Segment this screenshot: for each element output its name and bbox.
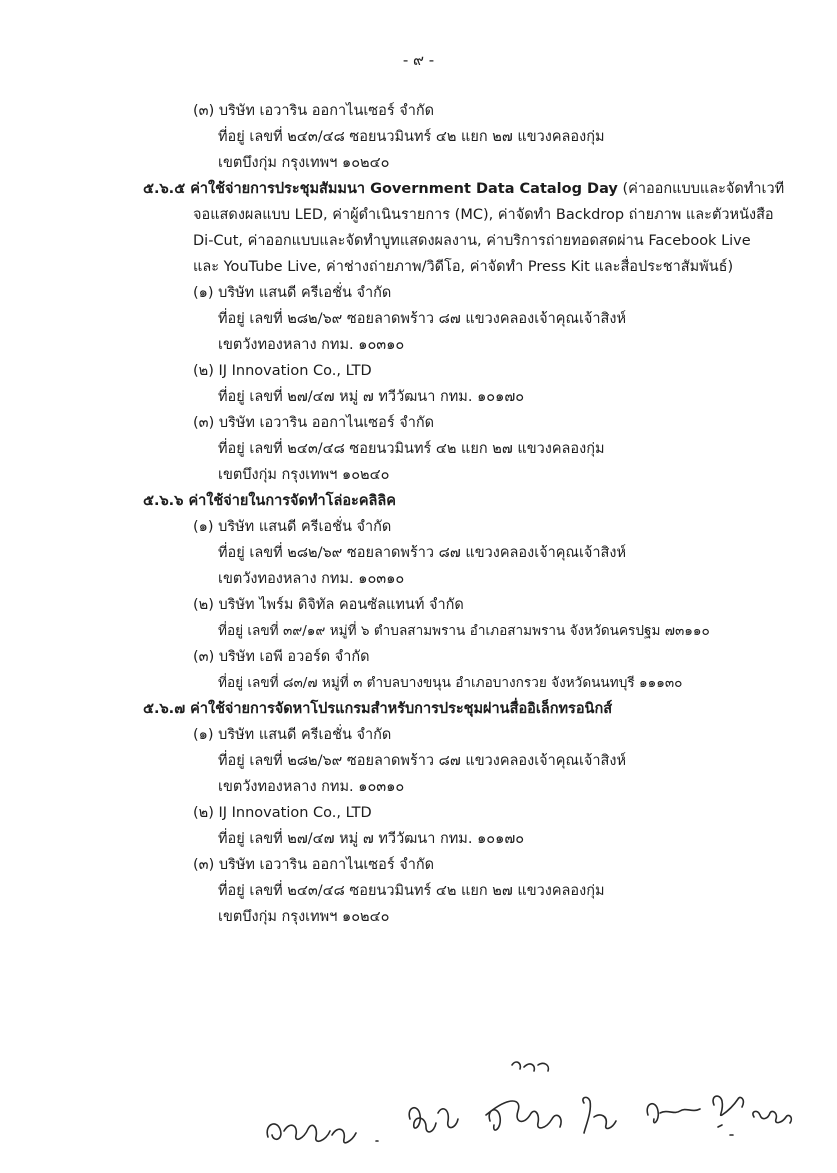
section-heading-detail: (ค่าออกแบบและจัดทำเวที — [617, 181, 785, 197]
signature-member-2 — [486, 1101, 561, 1130]
company-line: (๓) บริษัท เอวาริน ออกาไนเซอร์ จำกัด — [193, 103, 435, 119]
address-line: เขตวังทองหลาง กทม. ๑๐๓๑๐ — [218, 571, 405, 587]
paragraph-line: Di-Cut, ค่าออกแบบและจัดทำบูทแสดงผลงาน, ค่าบริการถ่ายทอดสดผ่าน Facebook Live — [193, 233, 751, 249]
address-line: ที่อยู่ เลขที่ ๘๓/๗ หมู่ที่ ๓ ตำบลบางขนุน อำเภอบางกรวย จังหวัดนนทบุรี ๑๑๑๓๐ — [218, 675, 683, 691]
address-line: ที่อยู่ เลขที่ ๒๔๓/๔๘ ซอยนวมินทร์ ๔๒ แยก ๒๗ แขวงคลองกุ่ม — [218, 883, 605, 899]
address-line: ที่อยู่ เลขที่ ๒๘๒/๖๙ ซอยลาดพร้าว ๘๗ แขวงคลองเจ้าคุณเจ้าสิงห์ — [218, 545, 627, 561]
address-line: เขตบึงกุ่ม กรุงเทพฯ ๑๐๒๔๐ — [218, 155, 390, 171]
section-heading-5-6-6: ๕.๖.๖ ค่าใช้จ่ายในการจัดทำโล่อะคลิลิค — [143, 493, 396, 509]
address-line: ที่อยู่ เลขที่ ๓๙/๑๙ หมู่ที่ ๖ ตำบลสามพราน อำเภอสามพราน จังหวัดนครปฐม ๗๓๑๑๐ — [218, 623, 710, 639]
section-heading-title: ๕.๖.๕ ค่าใช้จ่ายการประชุมสัมมนา Government Data Catalog Day — [143, 181, 618, 197]
signature-member-5 — [713, 1096, 743, 1135]
address-line: เขตบึงกุ่ม กรุงเทพฯ ๑๐๒๔๐ — [218, 909, 390, 925]
address-line: ที่อยู่ เลขที่ ๒๔๓/๔๘ ซอยนวมินทร์ ๔๒ แยก ๒๗ แขวงคลองกุ่ม — [218, 129, 605, 145]
signature-member-1 — [409, 1108, 458, 1132]
address-line: เขตวังทองหลาง กทม. ๑๐๓๑๐ — [218, 337, 405, 353]
address-line: ที่อยู่ เลขที่ ๒๔๓/๔๘ ซอยนวมินทร์ ๔๒ แยก ๒๗ แขวงคลองกุ่ม — [218, 441, 605, 457]
signature-member-3 — [583, 1097, 616, 1133]
signature-chairman — [267, 1124, 378, 1143]
company-line: (๓) บริษัท เอวาริน ออกาไนเซอร์ จำกัด — [193, 857, 435, 873]
signatures-row — [260, 1055, 820, 1155]
section-heading-5-6-5 — [143, 176, 784, 202]
company-line: (๒) IJ Innovation Co., LTD — [193, 363, 372, 379]
section-heading-5-6-7: ๕.๖.๗ ค่าใช้จ่ายการจัดหาโปรแกรมสำหรับการประชุมผ่านสื่ออิเล็กทรอนิกส์ — [143, 701, 613, 717]
address-line: เขตวังทองหลาง กทม. ๑๐๓๑๐ — [218, 779, 405, 795]
company-line: (๑) บริษัท แสนดี ครีเอชั่น จำกัด — [193, 727, 392, 743]
company-line: (๓) บริษัท เอวาริน ออกาไนเซอร์ จำกัด — [193, 415, 435, 431]
company-line: (๓) บริษัท เอพี อวอร์ด จำกัด — [193, 649, 370, 665]
paragraph-line: จอแสดงผลแบบ LED, ค่าผู้ดำเนินรายการ (MC), ค่าจัดทำ Backdrop ถ่ายภาพ และตัวหนังสือ — [193, 207, 774, 223]
secretary-note — [512, 1062, 548, 1071]
address-line: ที่อยู่ เลขที่ ๒๗/๔๗ หมู่ ๗ ทวีวัฒนา กทม. ๑๐๑๗๐ — [218, 831, 525, 847]
signature-member-4 — [647, 1104, 700, 1123]
page-number: - ๙ - — [402, 51, 435, 69]
company-line: (๒) บริษัท ไพร์ม ดิจิทัล คอนซัลแทนท์ จำกัด — [193, 597, 464, 613]
address-line: เขตบึงกุ่ม กรุงเทพฯ ๑๐๒๔๐ — [218, 467, 390, 483]
paragraph-line: และ YouTube Live, ค่าช่างถ่ายภาพ/วิดีโอ, ค่าจัดทำ Press Kit และสื่อประชาสัมพันธ์) — [193, 259, 734, 275]
address-line: ที่อยู่ เลขที่ ๒๘๒/๖๙ ซอยลาดพร้าว ๘๗ แขวงคลองเจ้าคุณเจ้าสิงห์ — [218, 753, 627, 769]
address-line: ที่อยู่ เลขที่ ๒๘๒/๖๙ ซอยลาดพร้าว ๘๗ แขวงคลองเจ้าคุณเจ้าสิงห์ — [218, 311, 627, 327]
company-line: (๑) บริษัท แสนดี ครีเอชั่น จำกัด — [193, 519, 392, 535]
company-line: (๑) บริษัท แสนดี ครีเอชั่น จำกัด — [193, 285, 392, 301]
company-line: (๒) IJ Innovation Co., LTD — [193, 805, 372, 821]
address-line: ที่อยู่ เลขที่ ๒๗/๔๗ หมู่ ๗ ทวีวัฒนา กทม. ๑๐๑๗๐ — [218, 389, 525, 405]
signature-member-6 — [753, 1111, 791, 1123]
